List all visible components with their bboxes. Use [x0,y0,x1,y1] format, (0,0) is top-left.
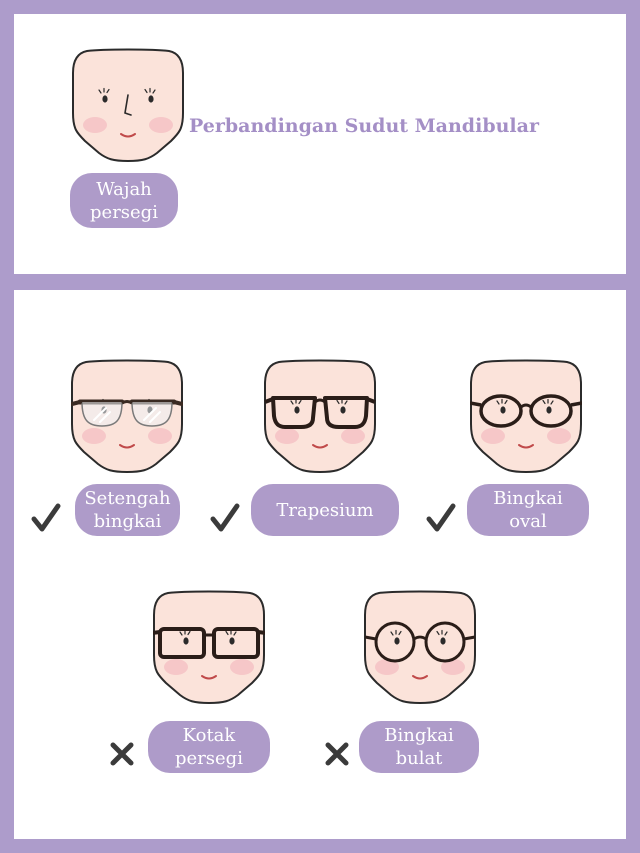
option-label-round: Bingkai bulat [359,721,479,773]
option-label-trapezoid: Trapesium [251,484,399,536]
oval-glasses-face [470,359,582,475]
option-label-half-rim: Setengah bingkai [75,484,180,536]
check-icon [31,503,63,533]
face-type-label: Wajah persegi [70,173,178,228]
half-rim-glasses-face [71,359,183,475]
square-face-illustration [72,48,184,164]
square-glasses-face [153,590,265,706]
trapezoid-glasses-face [264,359,376,475]
option-label-oval: Bingkai oval [467,484,589,536]
check-icon [426,503,458,533]
page-title: Perbandingan Sudut Mandibular [189,115,539,137]
cross-icon [110,742,136,768]
round-glasses-face [364,590,476,706]
cross-icon [325,742,351,768]
option-label-square: Kotak persegi [148,721,270,773]
check-icon [210,503,242,533]
